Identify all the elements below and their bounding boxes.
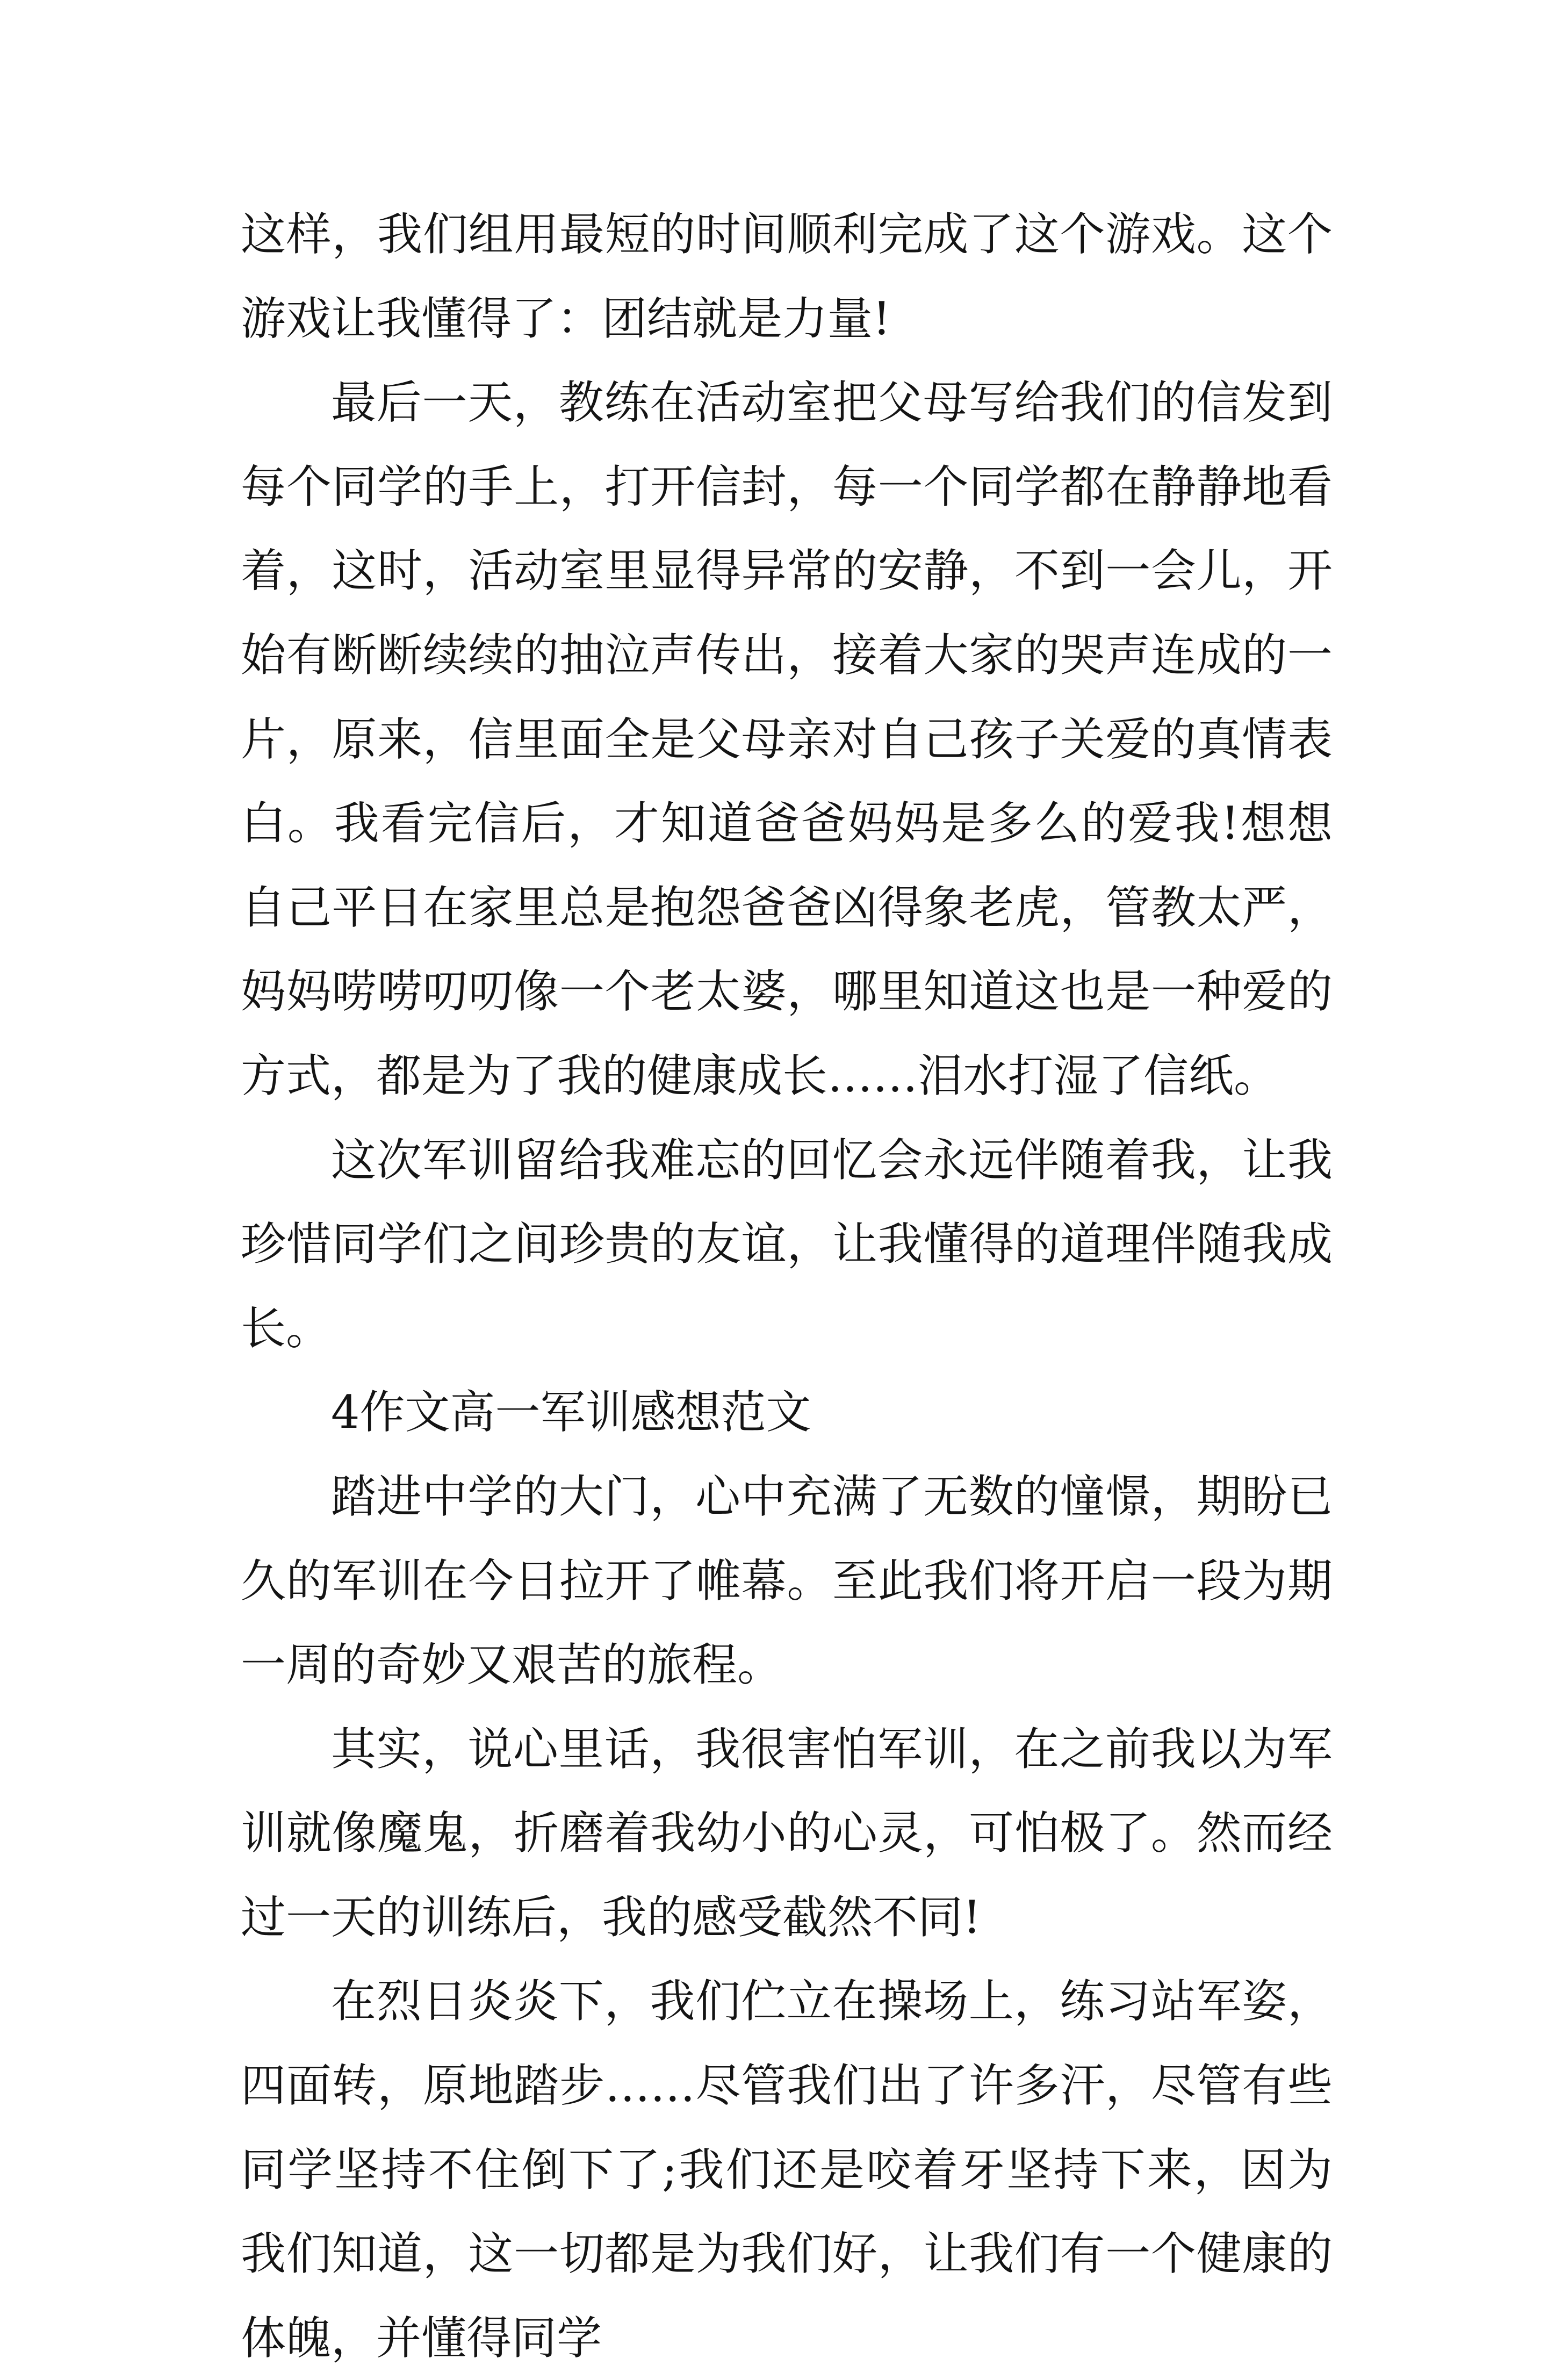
paragraph: 踏进中学的大门，心中充满了无数的憧憬，期盼已久的军训在今日拉开了帷幕。至此我们将开启一段为期一周的奇妙又艰苦的旅程。: [241, 1470, 1333, 1692]
paragraph: 最后一天，教练在活动室把父母写给我们的信发到每个同学的手上，打开信封，每一个同学都在静静地看着，这时，活动室里显得异常的安静，不到一会儿，开始有断断续续的抽泣声传出，接着大家的哭声连成的一片，原来，信里面全是父母亲对自己孩子关爱的真情表白。我看完信后，才知道爸爸妈妈是多么的爱我!想想自己平日在家里总是抱怨爸爸凶得象老虎，管教太严，妈妈唠唠叨叨像一个老太婆，哪里知道这也是一种爱的方式，都是为了我的健康成长……泪水打湿了信纸。: [241, 376, 1333, 1102]
document-body: [241, 192, 1333, 2380]
section-heading: 4作文高一军训感想范文: [331, 1386, 811, 1439]
paragraph: 其实，说心里话，我很害怕军训，在之前我以为军训就像魔鬼，折磨着我幼小的心灵，可怕极了。然而经过一天的训练后，我的感受截然不同!: [241, 1722, 1333, 1944]
paragraph: 这样，我们组用最短的时间顺利完成了这个游戏。这个游戏让我懂得了：团结就是力量!: [241, 208, 1333, 345]
paragraph: 在烈日炎炎下，我们伫立在操场上，练习站军姿，四面转，原地踏步……尽管我们出了许多汗，尽管有些同学坚持不住倒下了;我们还是咬着牙坚持下来，因为我们知道，这一切都是为我们好，让我们有一个健康的体魄，并懂得同学: [241, 1975, 1333, 2364]
paragraph: 这次军训留给我难忘的回忆会永远伴随着我，让我珍惜同学们之间珍贵的友谊，让我懂得的道理伴随我成长。: [241, 1133, 1333, 1355]
